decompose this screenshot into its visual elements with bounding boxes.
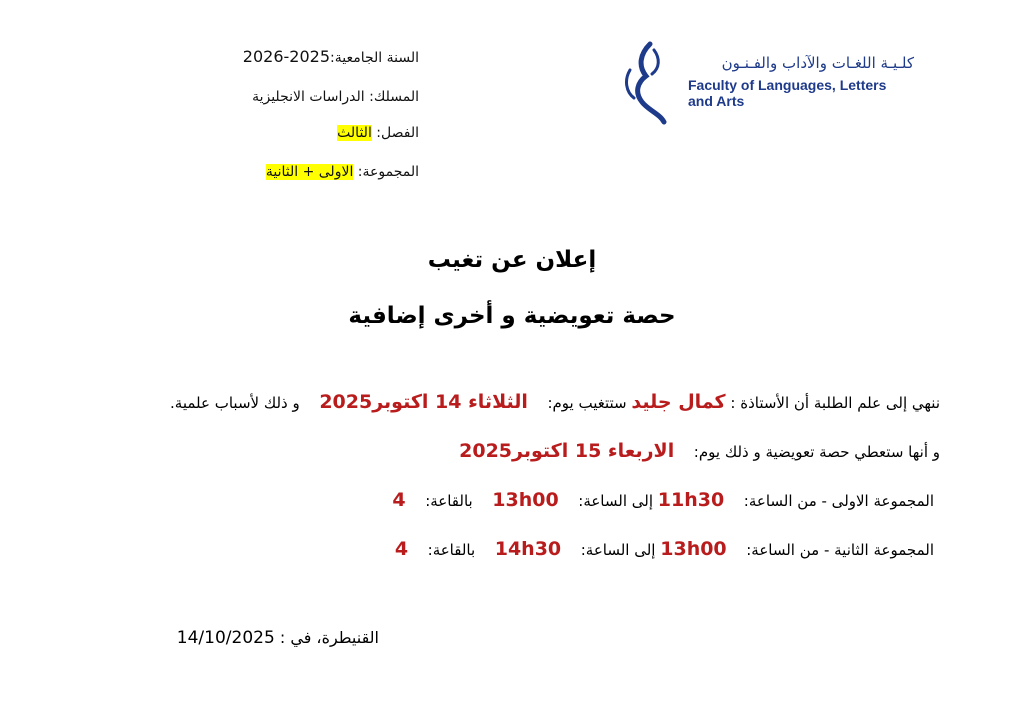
logo-english-line1: Faculty of Languages, Letters — [688, 77, 887, 93]
group2-end-time: 14h30 — [494, 538, 562, 560]
academic-year-value: 2025-2026 — [242, 47, 331, 66]
faculty-emblem-icon — [620, 40, 680, 125]
absence-date: الثلاثاء 14 اكتوبر2025 — [319, 391, 528, 413]
group1-room: 4 — [392, 489, 406, 511]
place-date-line — [177, 628, 379, 648]
notice-intro: ننهي إلى علم الطلبة أن الأستاذة : — [730, 394, 940, 412]
group2-to-label: إلى الساعة: — [580, 541, 656, 559]
group2-start-time: 13h00 — [660, 538, 727, 560]
semester-label: الفصل: — [376, 125, 419, 141]
absence-notice-line — [170, 391, 940, 413]
group-value: الاولى + الثانية — [265, 164, 354, 180]
logo-english-line2: and Arts — [688, 93, 745, 109]
absence-reason: و ذلك لأسباب علمية. — [170, 394, 300, 412]
academic-year-label: السنة الجامعية: — [330, 50, 419, 66]
group2-label: المجموعة الثانية - من الساعة: — [746, 541, 934, 559]
makeup-notice-line — [459, 440, 940, 462]
group1-start-time: 11h30 — [657, 489, 725, 511]
announcement-subtitle: حصة تعويضية و أخرى إضافية — [348, 303, 676, 329]
track-line — [252, 89, 419, 105]
group1-to-label: إلى الساعة: — [578, 492, 654, 510]
group2-room-label: بالقاعة: — [427, 541, 476, 559]
semester-line — [337, 125, 419, 141]
document-date: 14/10/2025 — [176, 628, 275, 648]
group1-schedule-line — [392, 489, 934, 511]
faculty-logo — [620, 40, 940, 125]
track-label: المسلك: — [369, 89, 419, 105]
group2-schedule-line — [395, 538, 934, 560]
group1-end-time: 13h00 — [492, 489, 559, 511]
group1-label: المجموعة الاولى - من الساعة: — [743, 492, 934, 510]
group-line — [266, 164, 419, 180]
logo-english-text — [688, 77, 886, 109]
place-label: القنيطرة، في : — [279, 628, 379, 647]
makeup-intro: و أنها ستعطي حصة تعويضية و ذلك يوم: — [693, 443, 940, 461]
group1-room-label: بالقاعة: — [425, 492, 473, 510]
academic-year-line — [243, 47, 419, 66]
makeup-date: الاربعاء 15 اكتوبر2025 — [459, 440, 675, 462]
group-label: المجموعة: — [357, 164, 419, 180]
logo-arabic-text: كلـيـة اللغـات والآداب والفـنـون — [721, 54, 914, 72]
teacher-name: كمال جليد — [631, 391, 726, 413]
semester-value: الثالث — [337, 125, 372, 141]
announcement-title: إعلان عن تغيب — [427, 247, 597, 273]
track-value: الدراسات الانجليزية — [252, 89, 365, 105]
absence-day-label: ستتغيب يوم: — [547, 394, 627, 412]
group2-room: 4 — [394, 538, 409, 560]
